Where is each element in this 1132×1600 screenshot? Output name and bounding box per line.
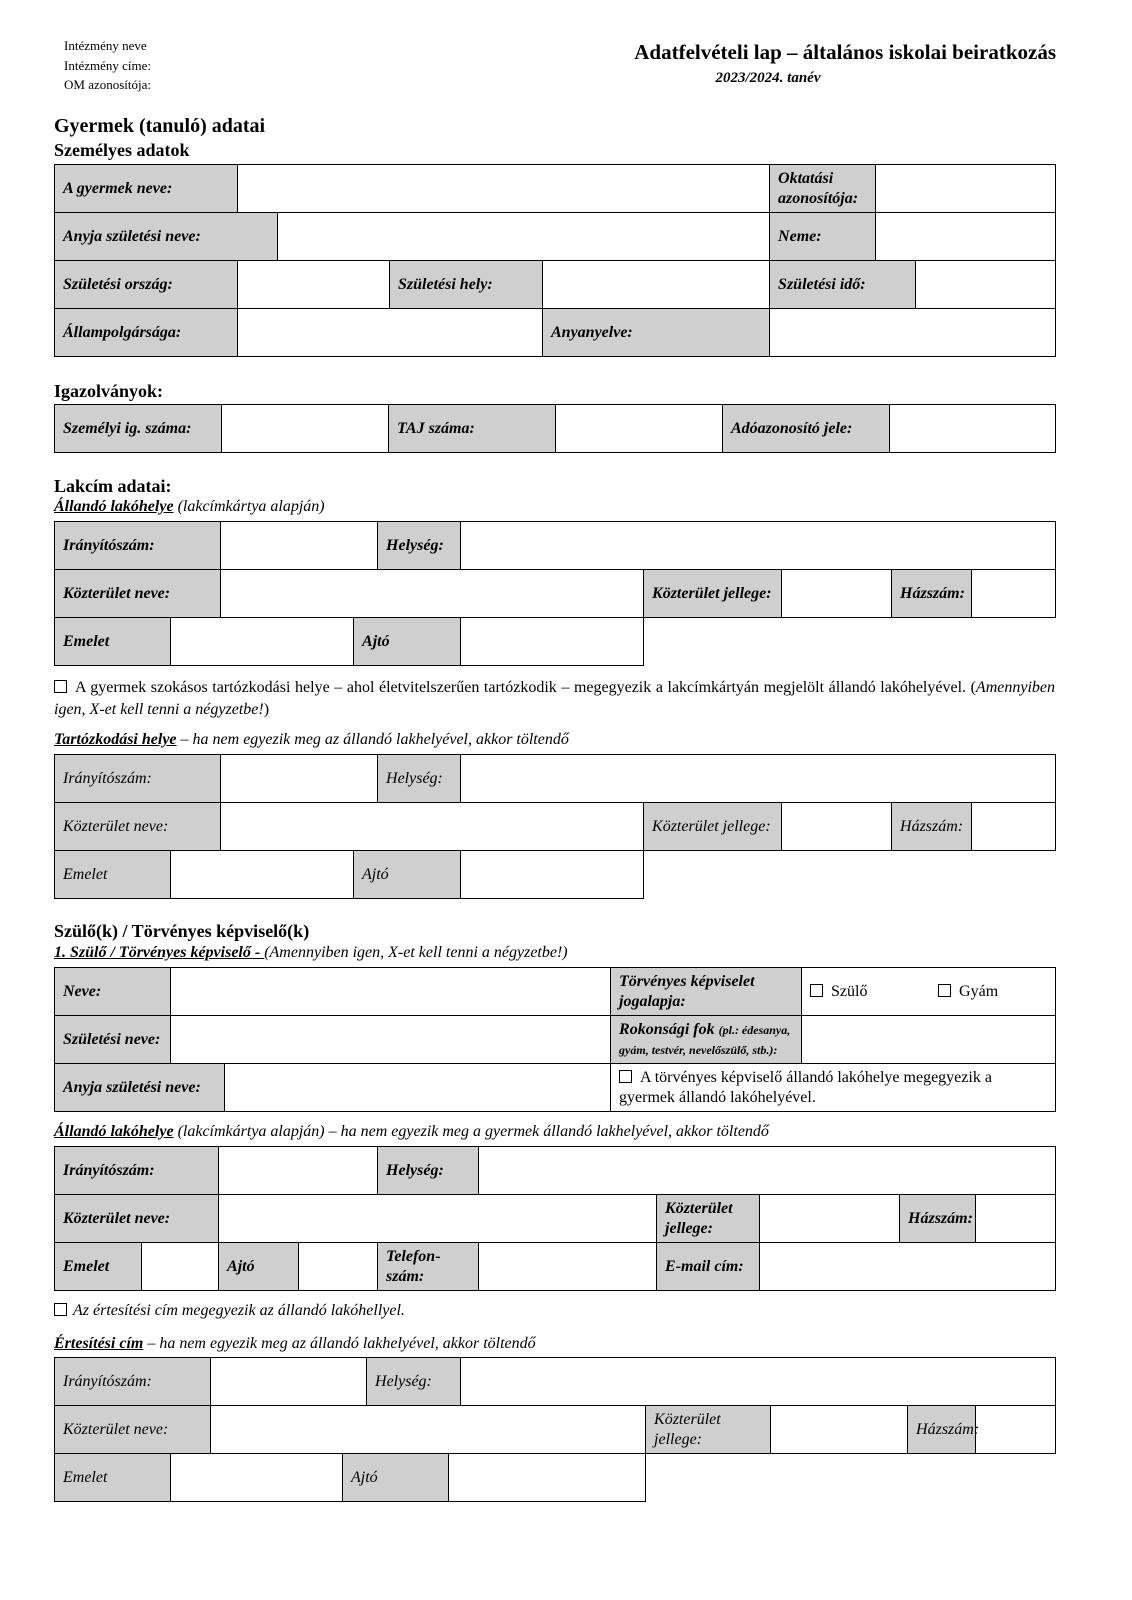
floor-field[interactable] xyxy=(171,618,354,666)
guardian-checkbox[interactable] xyxy=(938,984,951,997)
permanent-address-table xyxy=(54,521,1056,666)
notify-same-checkbox[interactable] xyxy=(54,1303,67,1316)
citizenship-field[interactable] xyxy=(238,309,543,357)
parent-same-address-checkbox[interactable] xyxy=(619,1070,632,1083)
door-field[interactable] xyxy=(461,618,644,666)
res-street-field[interactable] xyxy=(221,803,644,851)
parent-mother-name-label: Anyja születési neve: xyxy=(55,1064,225,1112)
notify-street-type-label: Közterület jellege: xyxy=(646,1406,771,1454)
permanent-address-caption: Állandó lakóhelye (lakcímkártya alapján) xyxy=(54,498,325,515)
notify-house-no-label: Házszám: xyxy=(908,1406,976,1454)
notify-address-table xyxy=(54,1357,1056,1502)
birth-place-field[interactable] xyxy=(543,261,770,309)
house-no-field[interactable] xyxy=(972,570,1056,618)
same-residence-text: A gyermek szokásos tartózkodási helye – ahol életvitelszerűen tartózkodik – megegyezik a lakcímkártyán megjelölt állandó lakóhelyével. (Amennyiben igen, X-et kell tenni a négyzetbe!) xyxy=(54,679,1055,718)
email-field[interactable] xyxy=(760,1243,1056,1291)
school-year: 2023/2024. tanév xyxy=(715,70,821,86)
parent1-table xyxy=(54,967,1056,1112)
notify-zip-label: Irányítószám: xyxy=(55,1358,211,1406)
parent-name-field[interactable] xyxy=(171,968,611,1016)
taj-field[interactable] xyxy=(556,405,723,453)
personal-heading: Személyes adatok xyxy=(54,140,190,160)
edu-id-field[interactable] xyxy=(876,165,1056,213)
notify-street-type-field[interactable] xyxy=(771,1406,908,1454)
parent-floor-label: Emelet xyxy=(55,1243,142,1291)
om-id-label: OM azonosítója: xyxy=(64,77,152,92)
street-label: Közterület neve: xyxy=(55,570,221,618)
kinship-label: Rokonsági fok (pl.: édesanya, gyám, testvér, nevelőszülő, stb.): xyxy=(611,1016,802,1064)
res-house-no-label: Házszám: xyxy=(892,803,972,851)
child-name-label: A gyermek neve: xyxy=(55,165,238,213)
notify-street-field[interactable] xyxy=(211,1406,646,1454)
sex-field[interactable] xyxy=(876,213,1056,261)
notify-caption: Értesítési cím – ha nem egyezik meg az állandó lakhelyével, akkor töltendő xyxy=(54,1335,536,1352)
door-label: Ajtó xyxy=(354,618,461,666)
institution-address-label: Intézmény címe: xyxy=(64,58,151,73)
notify-floor-label: Emelet xyxy=(55,1454,171,1502)
tax-id-field[interactable] xyxy=(890,405,1056,453)
res-street-type-field[interactable] xyxy=(782,803,892,851)
parent-city-field[interactable] xyxy=(479,1147,1056,1195)
street-type-label: Közterület jellege: xyxy=(644,570,782,618)
parent-name-label: Neve: xyxy=(55,968,171,1016)
legal-basis-options xyxy=(802,968,1056,1016)
id-card-label: Személyi ig. száma: xyxy=(55,405,222,453)
res-door-field[interactable] xyxy=(461,851,644,899)
notify-city-label: Helység: xyxy=(367,1358,461,1406)
notify-street-label: Közterület neve: xyxy=(55,1406,211,1454)
notify-door-label: Ajtó xyxy=(343,1454,449,1502)
address-heading: Lakcím adatai: xyxy=(54,476,172,496)
ids-table xyxy=(54,404,1056,453)
mother-birth-name-label: Anyja születési neve: xyxy=(55,213,278,261)
parent-checkbox[interactable] xyxy=(810,984,823,997)
res-city-label: Helység: xyxy=(378,755,461,803)
city-label: Helység: xyxy=(378,522,461,570)
parent-street-type-field[interactable] xyxy=(760,1195,900,1243)
notify-city-field[interactable] xyxy=(461,1358,1056,1406)
parent-option-label: Szülő xyxy=(831,982,868,1000)
mother-tongue-label: Anyanyelve: xyxy=(543,309,770,357)
institution-name-label: Intézmény neve xyxy=(64,38,147,53)
phone-label: Telefon-szám: xyxy=(378,1243,479,1291)
parent-birth-name-field[interactable] xyxy=(171,1016,611,1064)
city-field[interactable] xyxy=(461,522,1056,570)
edu-id-label: Oktatási azonosítója: xyxy=(770,165,876,213)
floor-label: Emelet xyxy=(55,618,171,666)
mother-tongue-field[interactable] xyxy=(770,309,1056,357)
sex-label: Neme: xyxy=(770,213,876,261)
taj-label: TAJ száma: xyxy=(389,405,556,453)
res-street-type-label: Közterület jellege: xyxy=(644,803,782,851)
child-personal-table xyxy=(54,164,1056,357)
same-residence-checkbox[interactable] xyxy=(54,680,67,693)
page-title: Adatfelvételi lap – általános iskolai beiratkozás xyxy=(634,40,1056,64)
citizenship-label: Állampolgársága: xyxy=(55,309,238,357)
parent-mother-name-field[interactable] xyxy=(225,1064,611,1112)
email-label: E-mail cím: xyxy=(657,1243,760,1291)
residence-address-table xyxy=(54,754,1056,899)
notify-door-field[interactable] xyxy=(449,1454,646,1502)
res-zip-field[interactable] xyxy=(221,755,378,803)
street-type-field[interactable] xyxy=(782,570,892,618)
birth-country-field[interactable] xyxy=(238,261,390,309)
birth-date-label: Születési idő: xyxy=(770,261,916,309)
parent-street-type-label: Közterület jellege: xyxy=(657,1195,760,1243)
parent-street-label: Közterület neve: xyxy=(55,1195,219,1243)
id-card-field[interactable] xyxy=(222,405,389,453)
birth-date-field[interactable] xyxy=(916,261,1056,309)
birth-country-label: Születési ország: xyxy=(55,261,238,309)
child-name-field[interactable] xyxy=(238,165,770,213)
parent-door-label: Ajtó xyxy=(219,1243,299,1291)
phone-field[interactable] xyxy=(479,1243,657,1291)
parent-house-no-label: Házszám: xyxy=(900,1195,976,1243)
res-floor-label: Emelet xyxy=(55,851,171,899)
ids-heading: Igazolványok: xyxy=(54,381,164,401)
residence-caption: Tartózkodási helye – ha nem egyezik meg az állandó lakhelyével, akkor töltendő xyxy=(54,731,569,748)
notify-zip-field[interactable] xyxy=(211,1358,367,1406)
res-city-field[interactable] xyxy=(461,755,1056,803)
parents-heading: Szülő(k) / Törvényes képviselő(k) xyxy=(54,921,310,941)
parent-birth-name-label: Születési neve: xyxy=(55,1016,171,1064)
parent1-caption: 1. Szülő / Törvényes képviselő - (Amennyiben igen, X-et kell tenni a négyzetbe!) xyxy=(54,944,568,961)
parent-city-label: Helység: xyxy=(378,1147,479,1195)
legal-basis-label: Törvényes képviselet jogalapja: xyxy=(611,968,802,1016)
tax-id-label: Adóazonosító jele: xyxy=(723,405,890,453)
zip-field[interactable] xyxy=(221,522,378,570)
res-floor-field[interactable] xyxy=(171,851,354,899)
parent-zip-field[interactable] xyxy=(219,1147,378,1195)
street-field[interactable] xyxy=(221,570,644,618)
res-house-no-field[interactable] xyxy=(972,803,1056,851)
mother-birth-name-field[interactable] xyxy=(278,213,770,261)
notify-same-text: Az értesítési cím megegyezik az állandó lakóhellyel. xyxy=(54,1302,405,1320)
parent-same-address: A törvényes képviselő állandó lakóhelye megegyezik a gyermek állandó lakóhelyével. xyxy=(611,1064,1056,1112)
birth-place-label: Születési hely: xyxy=(390,261,543,309)
parent-door-field[interactable] xyxy=(299,1243,378,1291)
parent-floor-field[interactable] xyxy=(142,1243,219,1291)
parent-perm-caption: Állandó lakóhelye (lakcímkártya alapján) – ha nem egyezik meg a gyermek állandó lakhelyével, akkor töltendő xyxy=(54,1123,769,1140)
notify-house-no-field[interactable] xyxy=(976,1406,1056,1454)
res-door-label: Ajtó xyxy=(354,851,461,899)
house-no-label: Házszám: xyxy=(892,570,972,618)
parent-perm-address-table xyxy=(54,1146,1056,1291)
kinship-field[interactable] xyxy=(802,1016,1056,1064)
zip-label: Irányítószám: xyxy=(55,522,221,570)
child-heading: Gyermek (tanuló) adatai xyxy=(54,115,266,137)
parent-street-field[interactable] xyxy=(219,1195,657,1243)
parent-zip-label: Irányítószám: xyxy=(55,1147,219,1195)
res-street-label: Közterület neve: xyxy=(55,803,221,851)
parent-house-no-field[interactable] xyxy=(976,1195,1056,1243)
res-zip-label: Irányítószám: xyxy=(55,755,221,803)
guardian-option-label: Gyám xyxy=(959,982,999,1000)
notify-floor-field[interactable] xyxy=(171,1454,343,1502)
